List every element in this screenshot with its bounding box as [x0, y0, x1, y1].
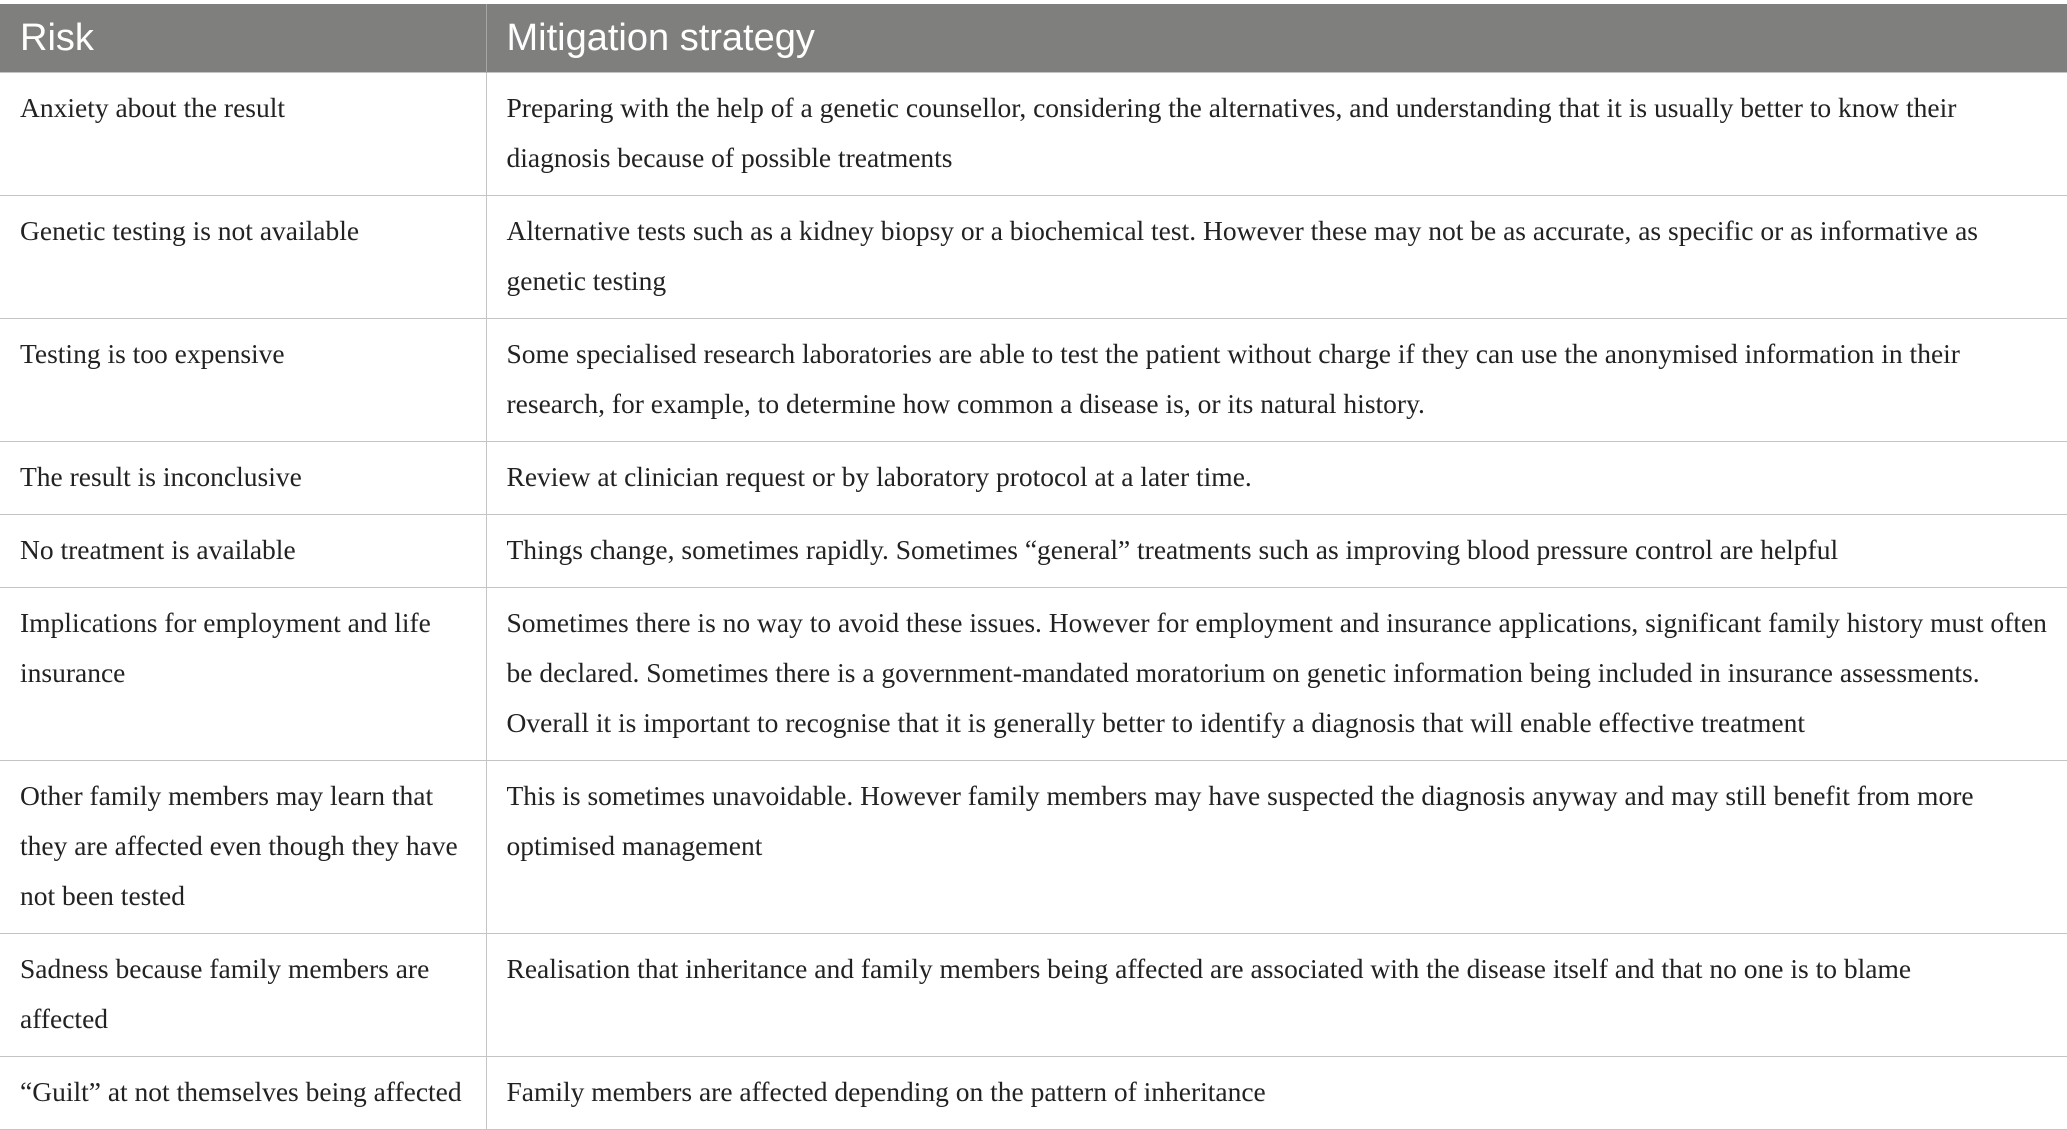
mitigation-cell: Family members are affected depending on the pattern of inheritance	[486, 1057, 2067, 1130]
header-row	[0, 4, 2067, 73]
risk-cell: The result is inconclusive	[0, 442, 486, 515]
table-row	[0, 319, 2067, 442]
risk-cell: Implications for employment and life insurance	[0, 588, 486, 761]
risk-cell: Sadness because family members are affected	[0, 934, 486, 1057]
mitigation-cell: Preparing with the help of a genetic counsellor, considering the alternatives, and understanding that it is usually better to know their diagnosis because of possible treatments	[486, 73, 2067, 196]
table-row	[0, 588, 2067, 761]
risk-cell: Anxiety about the result	[0, 73, 486, 196]
mitigation-cell: Things change, sometimes rapidly. Sometimes “general” treatments such as improving blood pressure control are helpful	[486, 515, 2067, 588]
table-row	[0, 934, 2067, 1057]
table-row	[0, 515, 2067, 588]
table-row	[0, 1057, 2067, 1130]
mitigation-cell: Some specialised research laboratories are able to test the patient without charge if they can use the anonymised information in their research, for example, to determine how common a disease is, or its natural history.	[486, 319, 2067, 442]
header-risk: Risk	[0, 4, 486, 73]
mitigation-cell: This is sometimes unavoidable. However family members may have suspected the diagnosis anyway and may still benefit from more optimised management	[486, 761, 2067, 934]
risk-cell: Genetic testing is not available	[0, 196, 486, 319]
risk-cell: Other family members may learn that they are affected even though they have not been tested	[0, 761, 486, 934]
table-row	[0, 761, 2067, 934]
table-row	[0, 196, 2067, 319]
risk-cell: No treatment is available	[0, 515, 486, 588]
mitigation-cell: Realisation that inheritance and family members being affected are associated with the disease itself and that no one is to blame	[486, 934, 2067, 1057]
mitigation-cell: Sometimes there is no way to avoid these issues. However for employment and insurance applications, significant family history must often be declared. Sometimes there is a government-mandated moratorium on genetic information being included in insurance assessments. Overall it is important to recognise that it is generally better to identify a diagnosis that will enable effective treatment	[486, 588, 2067, 761]
mitigation-cell: Alternative tests such as a kidney biopsy or a biochemical test. However these may not be as accurate, as specific or as informative as genetic testing	[486, 196, 2067, 319]
risk-cell: “Guilt” at not themselves being affected	[0, 1057, 486, 1130]
table-header	[0, 4, 2067, 73]
header-mitigation-strategy: Mitigation strategy	[486, 4, 2067, 73]
risk-cell: Testing is too expensive	[0, 319, 486, 442]
table-row	[0, 73, 2067, 196]
table-body	[0, 73, 2067, 1130]
table-row	[0, 442, 2067, 515]
mitigation-cell: Review at clinician request or by laboratory protocol at a later time.	[486, 442, 2067, 515]
risk-mitigation-table	[0, 4, 2067, 1130]
